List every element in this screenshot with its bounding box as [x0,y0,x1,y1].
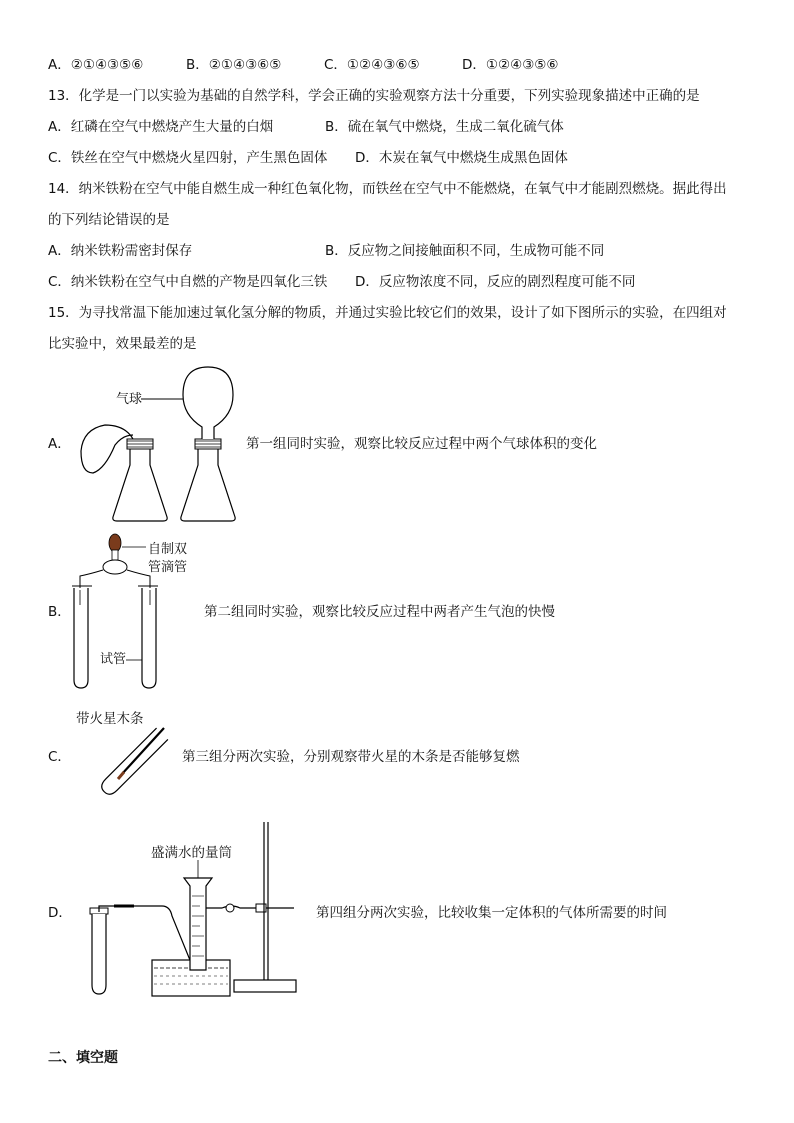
q15-stem-line2: 比实验中，效果最差的是 [48,336,197,352]
section-heading-fill-in-blank: 二、填空题 [48,1050,118,1066]
q12-option-c: C．①②④③⑥⑤ [324,57,420,73]
q13-option-a: A．红磷在空气中燃烧产生大量的白烟 [48,119,274,135]
q15-option-c-letter: C． [48,749,71,765]
q14-stem-line2: 的下列结论错误的是 [48,212,170,228]
q13-option-d: D．木炭在氧气中燃烧生成黑色固体 [355,150,568,166]
q14-option-a: A．纳米铁粉需密封保存 [48,243,193,259]
test-tube-label: 试管 [100,652,127,667]
q13-option-c: C．铁丝在空气中燃烧火星四射，产生黑色固体 [48,150,328,166]
q12-option-a: A．②①④③⑤⑥ [48,57,144,73]
dropper-label-line1: 自制双 [148,542,188,557]
q12-option-b: B．②①④③⑥⑤ [186,57,282,73]
q14-stem-line1: 14．纳米铁粉在空气中能自燃生成一种红色氧化物，而铁丝在空气中不能燃烧，在氧气中才能剧烈燃烧。据此得出 [48,181,727,197]
q14-option-b: B．反应物之间接触面积不同，生成物可能不同 [325,243,605,259]
q15-stem-line1: 15．为寻找常温下能加速过氧化氢分解的物质，并通过实验比较它们的效果，设计了如下图所示的实验，在四组对 [48,305,727,321]
q12-option-d: D．①②④③⑤⑥ [462,57,559,73]
glowing-splint-test-tube-diagram [84,722,174,812]
double-dropper-diagram [70,530,170,690]
q15-option-b-letter: B． [48,604,71,620]
flasks-with-balloons-diagram [75,365,245,525]
q13-stem: 13．化学是一门以实验为基础的自然学科，学会正确的实验观察方法十分重要，下列实验现象描述中正确的是 [48,88,700,104]
q15-option-d-letter: D． [48,905,72,921]
q14-option-c: C．纳米铁粉在空气中自燃的产物是四氧化三铁 [48,274,328,290]
q14-option-d: D．反应物浓度不同，反应的剧烈程度可能不同 [355,274,636,290]
q15-option-d-description: 第四组分两次实验，比较收集一定体积的气体所需要的时间 [316,905,667,921]
glowing-splint-label: 带火星木条 [76,711,144,727]
dropper-label-line2: 管滴管 [148,560,188,575]
q15-option-b-description: 第二组同时实验，观察比较反应过程中两者产生气泡的快慢 [204,604,555,620]
q15-option-a-description: 第一组同时实验，观察比较反应过程中两个气球体积的变化 [246,436,597,452]
q15-option-c-description: 第三组分两次实验，分别观察带火星的木条是否能够复燃 [182,749,520,765]
balloon-label: 气球 [116,392,143,407]
q15-option-a-letter: A． [48,436,71,452]
gas-collection-apparatus-diagram [82,820,302,1000]
graduated-cylinder-label: 盛满水的量筒 [151,845,232,861]
q13-option-b: B．硫在氧气中燃烧，生成二氧化硫气体 [325,119,564,135]
